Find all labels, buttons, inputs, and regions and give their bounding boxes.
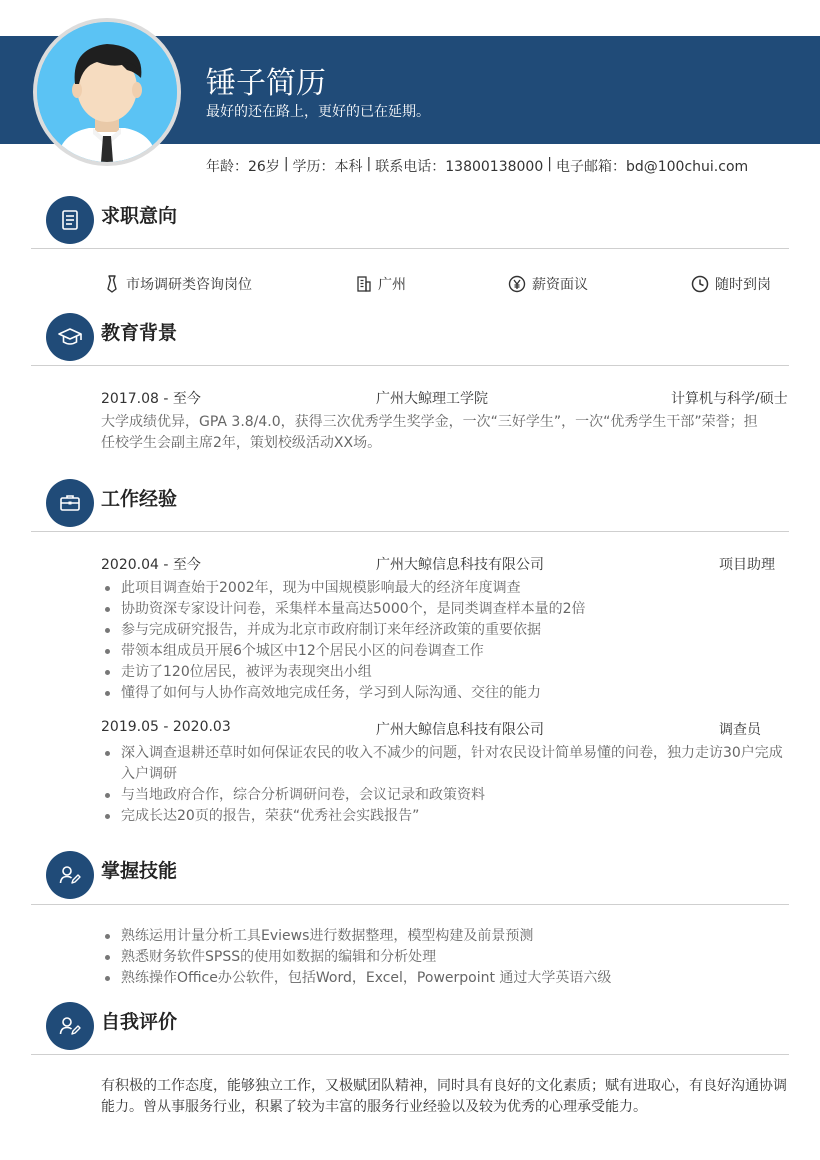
contact-email: 电子邮箱：bd@100chui.com <box>555 159 749 175</box>
work-bullet-list <box>101 578 791 704</box>
list-item: 协助资深专家设计问卷，采集样本量高达5000个，是同类调查样本量的2倍 <box>101 599 791 620</box>
list-item: 熟练操作Office办公软件，包括Word，Excel，Powerpoint 通过大学英语六级 <box>101 968 791 989</box>
self-eval-section-title: 自我评价 <box>101 1011 178 1033</box>
list-item: 完成长达20页的报告，荣获“优秀社会实践报告” <box>101 806 791 827</box>
intent-section-icon <box>46 196 94 244</box>
education-description <box>101 412 791 454</box>
work-section-title: 工作经验 <box>101 488 178 510</box>
section-divider <box>31 904 789 905</box>
intent-availability-label: 随时到岗 <box>715 277 771 293</box>
intent-salary-label: 薪资面议 <box>532 277 588 293</box>
list-item: 与当地政府合作，综合分析调研问卷，会议记录和政策资料 <box>101 785 791 806</box>
tie-icon <box>104 275 120 293</box>
section-divider <box>31 248 789 249</box>
section-divider <box>31 365 789 366</box>
clock-icon <box>691 275 709 293</box>
list-item: 带领本组成员开展6个城区中12个居民小区的问卷调查工作 <box>101 641 791 662</box>
education-period: 2017.08 - 至今 <box>101 391 201 407</box>
work-company: 广州大鲸信息科技有限公司 <box>376 722 544 738</box>
list-item: 熟悉财务软件SPSS的使用如数据的编辑和分析处理 <box>101 947 791 968</box>
list-item: 懂得了如何与人协作高效地完成任务，学习到人际沟通、交往的能力 <box>101 683 791 704</box>
briefcase-icon <box>58 491 82 515</box>
work-bullet-list <box>101 743 791 827</box>
contact-separator: | <box>366 156 372 172</box>
resume-motto: 最好的还在路上，更好的已在延期。 <box>206 104 430 120</box>
intent-availability <box>691 274 771 294</box>
section-divider <box>31 531 789 532</box>
intent-city <box>356 274 406 294</box>
user-edit-icon <box>58 1014 82 1038</box>
self-eval-line: 有积极的工作态度，能够独立工作，又极赋团队精神，同时具有良好的文化素质；赋有进取心，有良好沟通协调 <box>101 1078 787 1094</box>
avatar-person-icon <box>37 22 177 162</box>
list-item-continuation: 入户调研 <box>121 766 177 782</box>
self-eval-line: 能力。曾从事服务行业，积累了较为丰富的服务行业经验以及较为优秀的心理承受能力。 <box>101 1099 647 1115</box>
skills-bullet-list <box>101 926 791 989</box>
intent-city-label: 广州 <box>378 277 406 293</box>
resume-name: 锤子简历 <box>206 66 326 101</box>
document-list-icon <box>58 208 82 232</box>
intent-salary <box>508 274 588 294</box>
self-eval-section-icon <box>46 1002 94 1050</box>
yen-icon <box>508 275 526 293</box>
work-period: 2020.04 - 至今 <box>101 557 201 573</box>
graduation-cap-icon <box>57 325 83 349</box>
contact-education: 学历：本科 <box>292 159 363 175</box>
contact-age: 年龄：26岁 <box>206 159 280 175</box>
self-eval-text <box>101 1076 791 1118</box>
list-item: 深入调查退耕还草时如何保证农民的收入不减少的问题，针对农民设计简单易懂的问卷，独力走访30户完成 <box>101 743 791 764</box>
intent-position-label: 市场调研类咨询岗位 <box>126 277 252 293</box>
list-item: 走访了120位居民，被评为表现突出小组 <box>101 662 791 683</box>
list-item: 此项目调查始于2002年，现为中国规模影响最大的经济年度调查 <box>101 578 791 599</box>
skills-section-icon <box>46 851 94 899</box>
intent-position <box>104 274 252 294</box>
work-role: 调查员 <box>719 722 761 738</box>
education-section-title: 教育背景 <box>101 322 178 344</box>
work-section-icon <box>46 479 94 527</box>
user-edit-icon <box>58 863 82 887</box>
list-item: 参与完成研究报告，并成为北京市政府制订来年经济政策的重要依据 <box>101 620 791 641</box>
education-description-line: 任校学生会副主席2年，策划校级活动XX场。 <box>101 435 382 451</box>
section-divider <box>31 1054 789 1055</box>
intent-section-title: 求职意向 <box>101 205 178 227</box>
work-role: 项目助理 <box>719 557 775 573</box>
work-company: 广州大鲸信息科技有限公司 <box>376 557 544 573</box>
avatar <box>33 18 181 166</box>
education-school: 广州大鲸理工学院 <box>376 391 488 407</box>
work-period: 2019.05 - 2020.03 <box>101 719 231 735</box>
contact-separator: | <box>283 156 289 172</box>
contact-phone: 联系电话：13800138000 <box>375 159 544 175</box>
contact-line <box>206 156 748 176</box>
education-description-line: 大学成绩优异，GPA 3.8/4.0，获得三次优秀学生奖学金，一次“三好学生”，一次“优秀学生干部”荣誉；担 <box>101 414 758 430</box>
education-major: 计算机与科学/硕士 <box>671 391 788 407</box>
skills-section-title: 掌握技能 <box>101 860 178 882</box>
building-icon <box>356 275 372 293</box>
contact-separator: | <box>547 156 552 172</box>
education-section-icon <box>46 313 94 361</box>
list-item: 熟练运用计量分析工具Eviews进行数据整理，模型构建及前景预测 <box>101 926 791 947</box>
